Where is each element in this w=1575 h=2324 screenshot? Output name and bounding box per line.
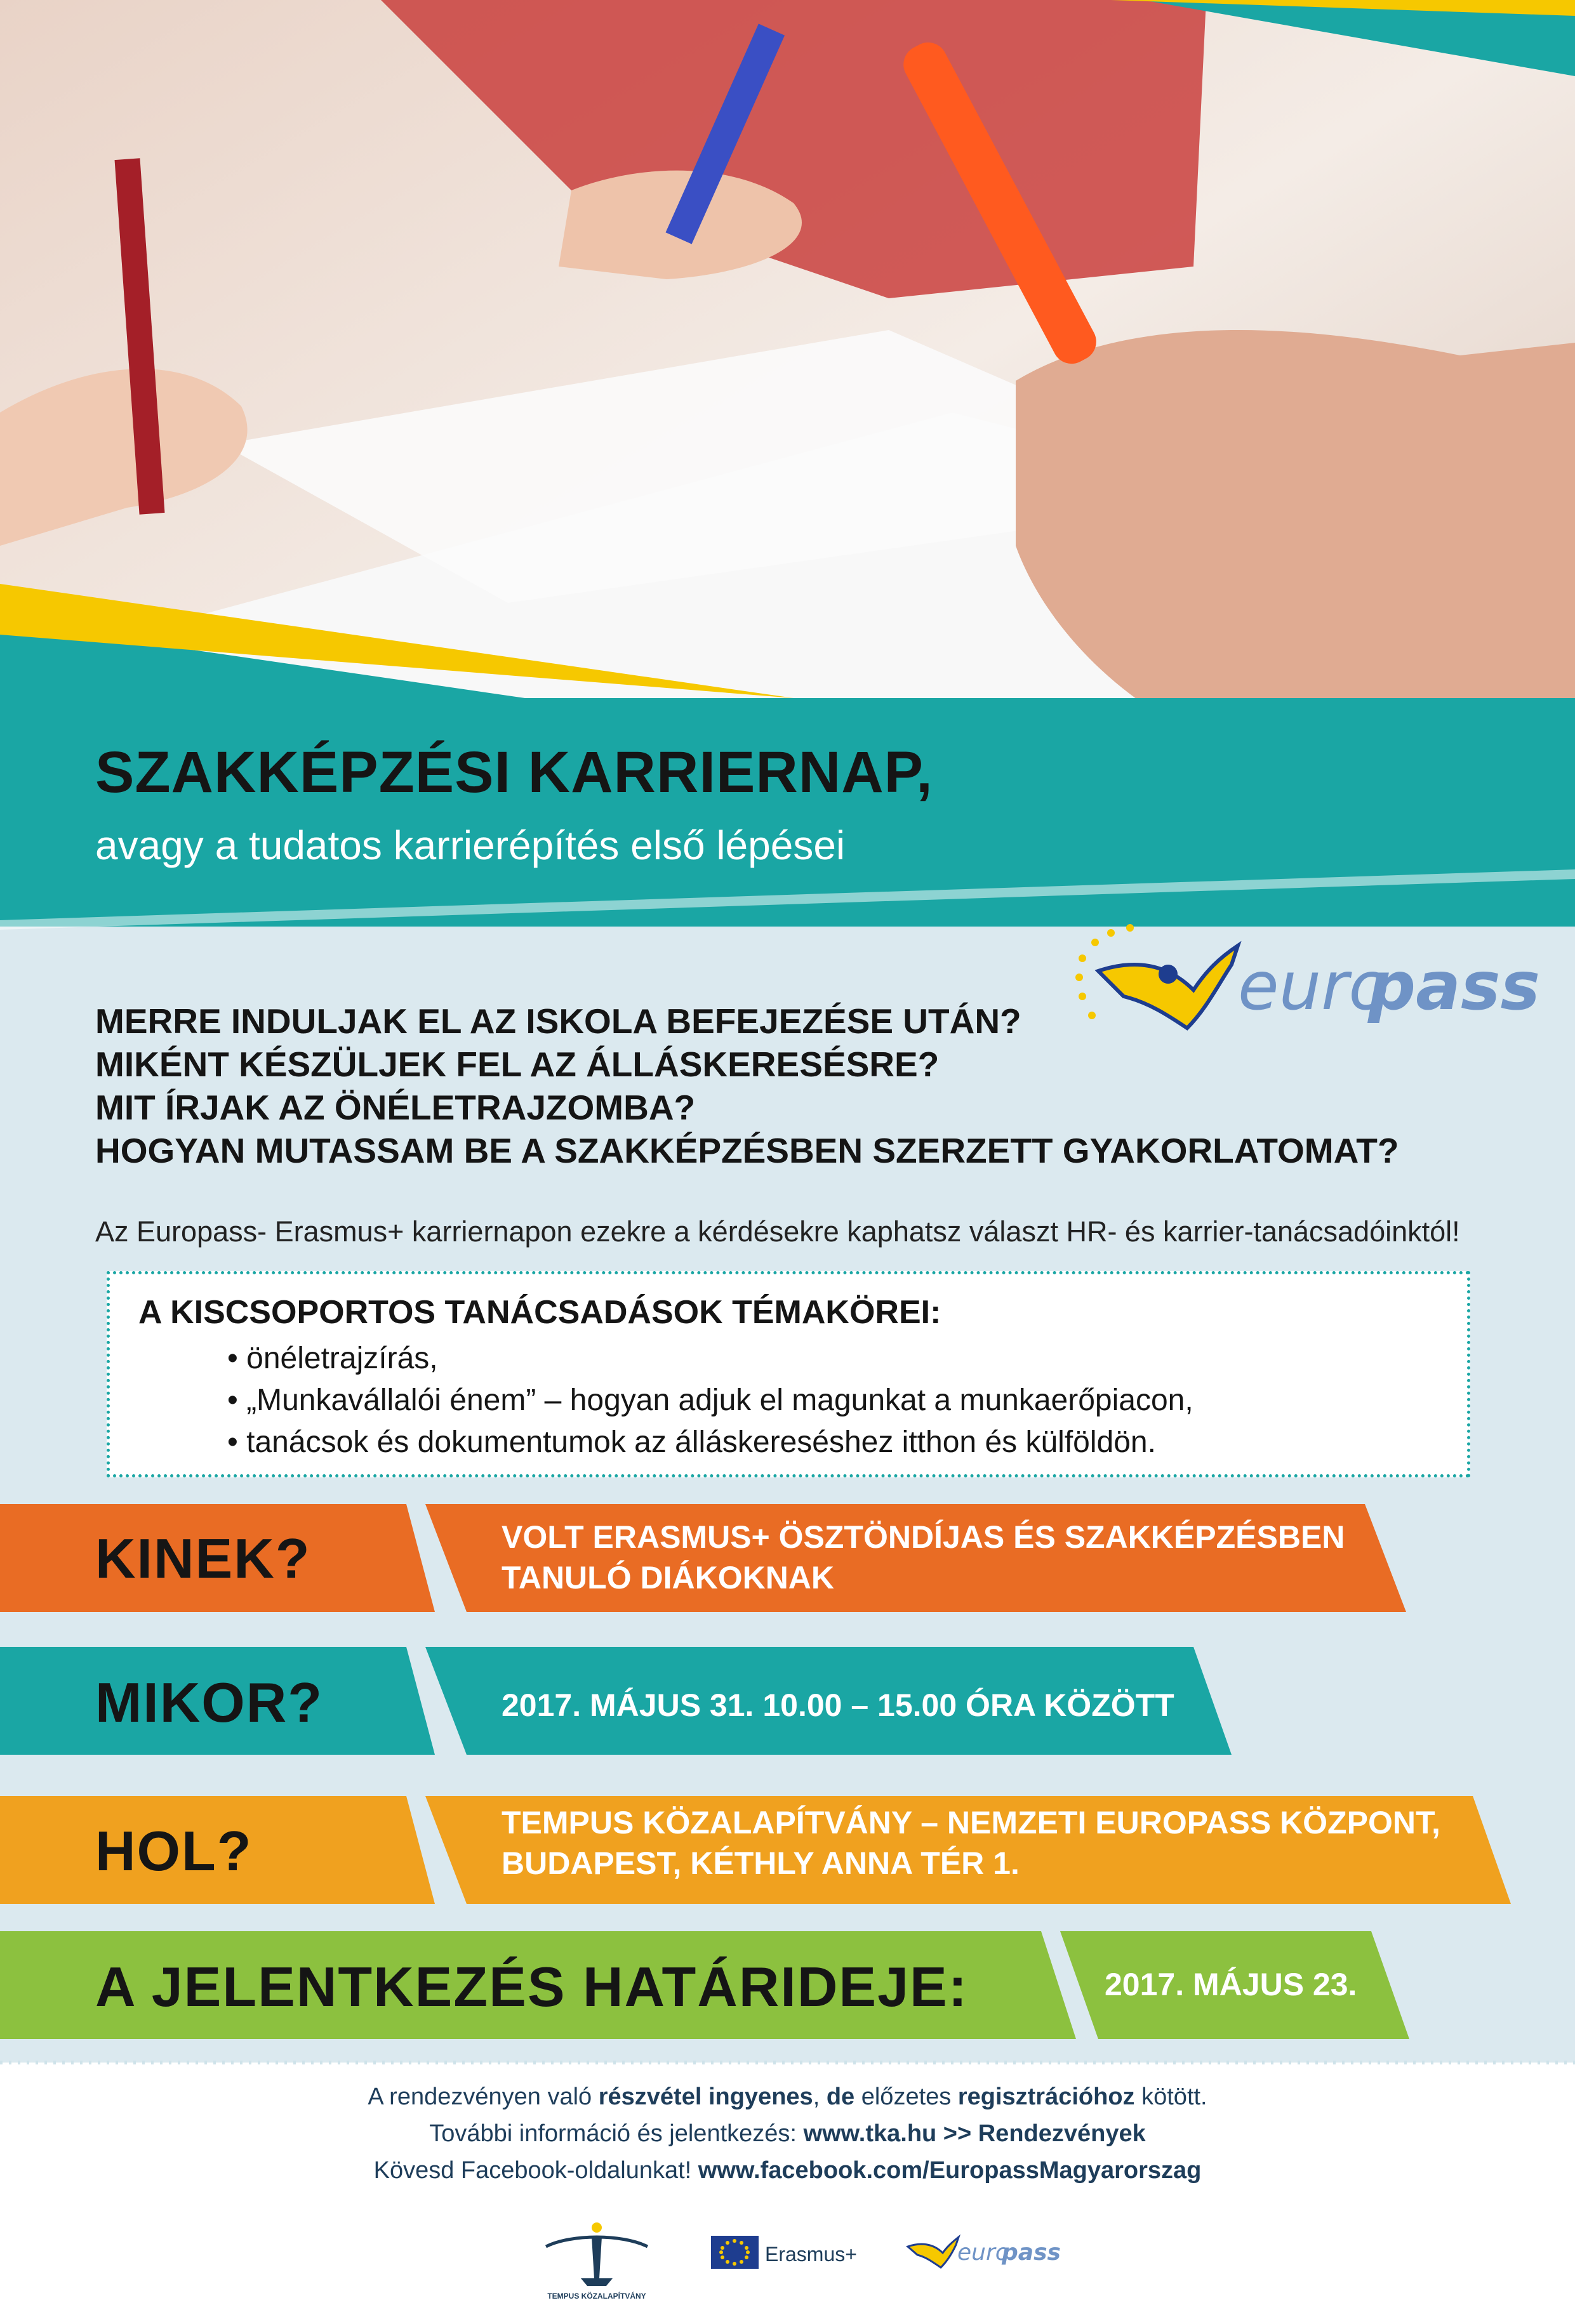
topics-list (227, 1338, 1193, 1463)
kinek-label: KINEK? (95, 1527, 311, 1590)
hol-text (502, 1802, 1440, 1884)
page-title: SZAKKÉPZÉSI KARRIERNAP, (95, 740, 933, 805)
tka-link[interactable]: www.tka.hu >> Rendezvények (803, 2120, 1146, 2147)
footer-line-3: Kövesd Facebook-oldalunkat! www.facebook.com/EuropassMagyarorszag (373, 2157, 1202, 2184)
kinek-text (502, 1517, 1345, 1598)
topics-title: A KISCSOPORTOS TANÁCSADÁSOK TÉMAKÖREI: (138, 1294, 941, 1331)
question-4: HOGYAN MUTASSAM BE A SZAKKÉPZÉSBEN SZERZETT GYAKORLATOMAT? (95, 1131, 1399, 1170)
hatarido-text: 2017. MÁJUS 23. (1105, 1967, 1357, 2002)
topic-item: • „Munkavállalói énem” – hogyan adjuk el magunkat a munkaerőpiacon, (227, 1380, 1193, 1422)
topics-box (107, 1271, 1470, 1477)
hol-line-2: BUDAPEST, KÉTHLY ANNA TÉR 1. (502, 1845, 1020, 1881)
europass-small-logo (901, 2224, 1061, 2275)
logo-pass-text: pass (1368, 947, 1541, 1025)
question-1: MERRE INDULJAK EL AZ ISKOLA BEFEJEZÉSE UTÁN? (95, 1001, 1021, 1041)
facebook-link[interactable]: www.facebook.com/EuropassMagyarorszag (698, 2157, 1202, 2184)
kinek-line-2: TANULÓ DIÁKOKNAK (502, 1560, 835, 1595)
hatarido-label: A JELENTKEZÉS HATÁRIDEJE: (95, 1955, 969, 2018)
mikor-label: MIKOR? (95, 1671, 324, 1734)
question-3: MIT ÍRJAK AZ ÖNÉLETRAJZOMBA? (95, 1088, 696, 1127)
mikor-text: 2017. MÁJUS 31. 10.00 – 15.00 ÓRA KÖZÖTT (502, 1687, 1174, 1723)
topic-item: • önéletrajzírás, (227, 1338, 1193, 1380)
tempus-logo-text: TEMPUS KÖZALAPÍTVÁNY (547, 2292, 646, 2301)
logo-euro-text: euro (1238, 947, 1390, 1025)
footer-line-2: További információ és jelentkezés: www.tka.hu >> Rendezvények (429, 2120, 1146, 2147)
topic-item: • tanácsok és dokumentumok az álláskereséshez itthon és külföldön. (227, 1422, 1193, 1463)
tempus-logo (533, 2215, 660, 2304)
erasmus-logo-text: Erasmus+ (765, 2243, 857, 2266)
intro-text: Az Europass- Erasmus+ karriernapon ezekre a kérdésekre kaphatsz választ HR- és karrier-tanácsadóinktól! (95, 1215, 1460, 1248)
kinek-line-1: VOLT ERASMUS+ ÖSZTÖNDÍJAS ÉS SZAKKÉPZÉSBEN (502, 1519, 1345, 1555)
europass-small-euro: euro (957, 2240, 1009, 2266)
footer-line-1: A rendezvényen való részvétel ingyenes, de előzetes regisztrációhoz kötött. (368, 2083, 1207, 2110)
question-2: MIKÉNT KÉSZÜLJEK FEL AZ ÁLLÁSKERESÉSRE? (95, 1045, 940, 1084)
question-list (95, 1000, 1428, 1172)
erasmus-logo (711, 2231, 882, 2275)
hol-line-1: TEMPUS KÖZALAPÍTVÁNY – NEMZETI EUROPASS KÖZPONT, (502, 1805, 1440, 1840)
hol-label: HOL? (95, 1819, 253, 1882)
europass-small-pass: pass (1002, 2240, 1061, 2266)
footer-divider (0, 2056, 1575, 2069)
footer-text (0, 2078, 1575, 2189)
page-subtitle: avagy a tudatos karrierépítés első lépései (95, 822, 846, 868)
